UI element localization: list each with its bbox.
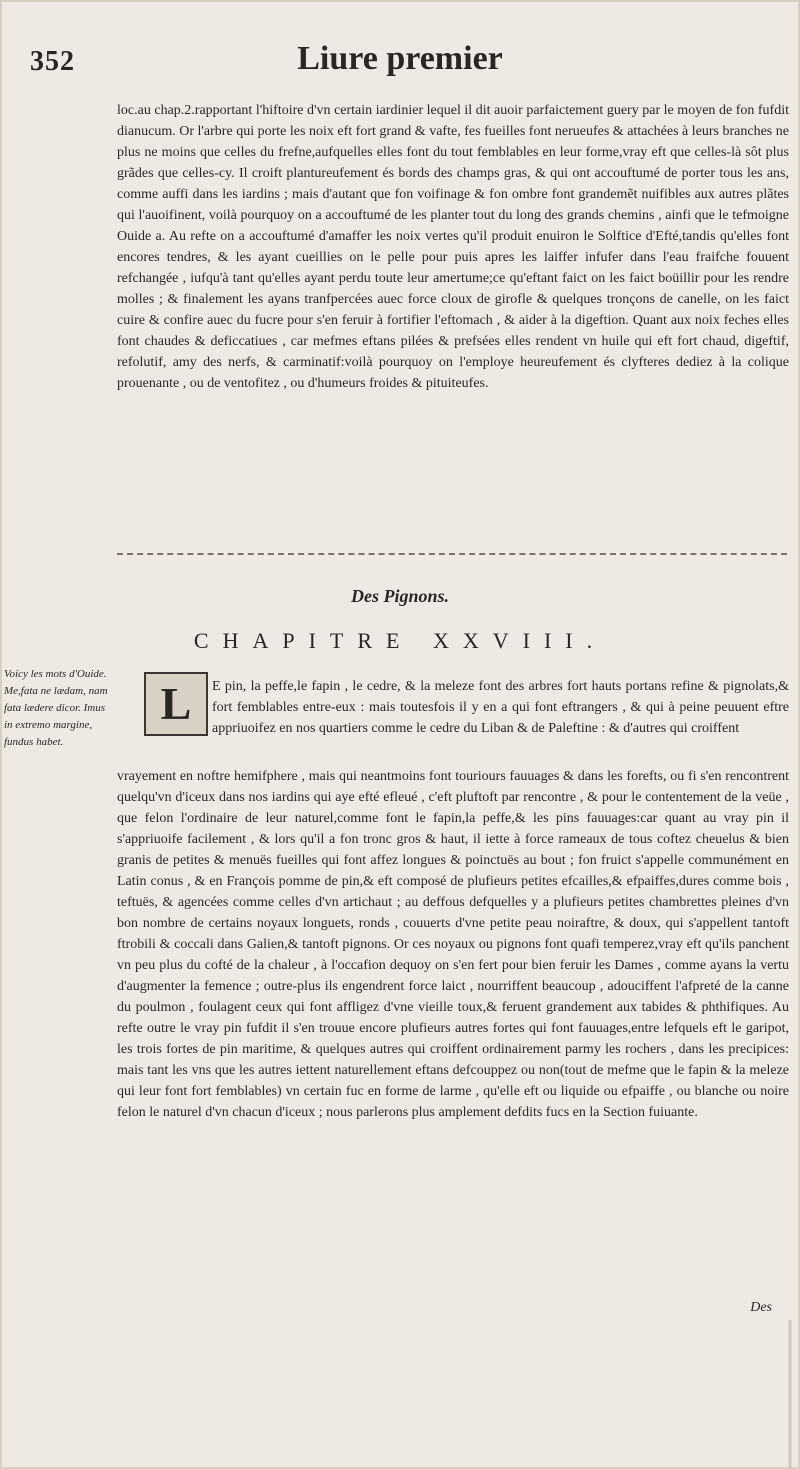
catchword: Des (750, 1300, 772, 1315)
section-divider (117, 553, 787, 555)
body-paragraph-bottom (117, 766, 789, 1123)
paragraph-text: loc.au chap.2.rapportant l'hiftoire d'vn certain iardinier lequel il dit auoir parfaictement guery par le moyen de fon fufdit dianucum. Or l'arbre qui porte les noix eft fort grand & vafte, fes fueilles font nerueufes & attachées à leurs branches ne plus ne moins que celles du frefne,aufquelles elles font du tout femblables en leur forme,vray eft que celles-là sôt plus grãdes que celles-cy. Il croift plantureufement és bords des champs gras, & qui ont accouftumé de porter tous les ans, comme auffi dans les iardins ; mais d'autant que fon voifinage & fon ombre font grandemẽt nuifibles aux autres plãtes qui l'auoifinent, voilà pourquoy on a accouftumé de les planter tout du long des grands chemins , ainfi que le tefmoigne Ouide a. Au refte on a accouftumé d'amaffer les noix vertes qu'il produit enuiron le Solftice d'Efté,tandis qu'elles font encores tendres, & les ayant cueillies on le pelle pour puis apres les laiffer infufer dans l'eau fraifche fouuent refchangée , iufqu'à tant qu'elles ayant perdu toute leur amertume;ce qu'eftant faict on les faict boüillir pour les rendre molles ; & finalement les ayans tranfpercées auec force cloux de girofle & quelques tronçons de canelle, on les faict cuire & confire auec du fucre pour s'en feruir à fortifier l'eftomach , & aider à la digeftion. Quant aux noix feches elles font chaudes & deficcatiues , car mefmes eftans pilées & prefsées elles rendent vn huile qui eft fort chaud, digeftif, refolutif, amy des nerfs, & carminatif:voilà pourquoy on l'employe heureufement és clyfteres dediez à la colique prouenante , ou de ventofitez , ou d'humeurs froides & pituiteufes. (117, 103, 789, 391)
section-subheading: Des Pignons. (350, 586, 449, 606)
chapter-intro-paragraph: E pin, la peffe,le fapin , le cedre, & la meleze font des arbres fort hauts portans refine & pignolats,& fort femblables entre-eux : mais toutesfois il y en a qui font eftrangers , & qui à peine peuuent eftre appriuoifez en nos quartiers comme le cedre du Liban & de Paleftine : & d'autres qui croiffent (212, 679, 789, 736)
ornamental-initial (144, 672, 208, 736)
margin-note: Voicy les mots d'Ouide. Me,fata ne lædam, nam fata lædere dicor. Imus in extremo margine, fundus habet. (4, 668, 108, 748)
drop-cap-letter: L (160, 678, 192, 729)
paragraph-text: vrayement en noftre hemifphere , mais qui neantmoins font touriours fauuages & dans les forefts, ou fi s'en rencontrent quelqu'vn d'iceux dans nos iardins qui aye efté efleué , c'eft pluftoft par rencontre , & pour le contentement de la veüe , que felon l'ordinaire de leur naturel,comme font le fapin,la peffe,& les pins fauuages:car quant au vray pin il s'appriuoife facilement , & lors qu'il a fon tronc gros & haut, il iette à force rameaux de tous coftez cheuelus & bien granis de petites & menuës fueilles qui font affez longues & poinctuës au bout ; fon fruict s'appelle communément en Latin conus , & en François pomme de pin,& eft composé de plufieurs petites efcailles,& efpaiffes,dures comme bois , teftuës, & agencées comme celles d'vn artichaut ; au deffous defquelles y a plufieurs petites chambrettes pleines d'vn bon nombre de certains noyaux longuets, ronds , couuerts d'vne petite peau noiraftre, & doux, qui s'appellent tantoft ftrobili & coccali dans Galien,& tantoft pignons. Or ces noyaux ou pignons font quafi temperez,vray eft qu'ils panchent vn peu plus du cofté de la chaleur , à l'occafion dequoy on s'en fert pour bien feruir les Dames , comme ayans la vertu d'augmenter la femence ; outre-plus ils engendrent force laict , nourriffent beaucoup , adouciffent l'afpreté de la canne du poulmon , foulagent ceux qui font affligez d'vne vieille toux,& feruent grandement aux tabides & phthifiques. Au refte outre le vray pin fufdit il s'en trouue encore plufieurs autres fortes qui font fauuages,entre lefquels eft le garipot, les trois fortes de pin maritime, & quelques autres qui croiffent ordinairement parmy les rochers , dans les precipices: mais tant les vns que les autres iettent naturellement eftans defcouppez ou non(tout de mefme que le fapin & la meleze qui leur font fort femblables) vn certain fuc en forme de larme , qu'elle eft ou liquide ou efpaiffe , ou blanche ou noire felon le naturel d'vn chacun d'iceux ; nous parlerons plus amplement defdits fucs en la Section fuiuante. (117, 769, 789, 1120)
page-header (0, 40, 800, 88)
body-paragraph-top (117, 100, 789, 394)
running-title: Liure premier (297, 40, 503, 77)
page-number: 352 (30, 46, 75, 77)
chapter-title: CHAPITRE XXVIII. (193, 628, 607, 653)
